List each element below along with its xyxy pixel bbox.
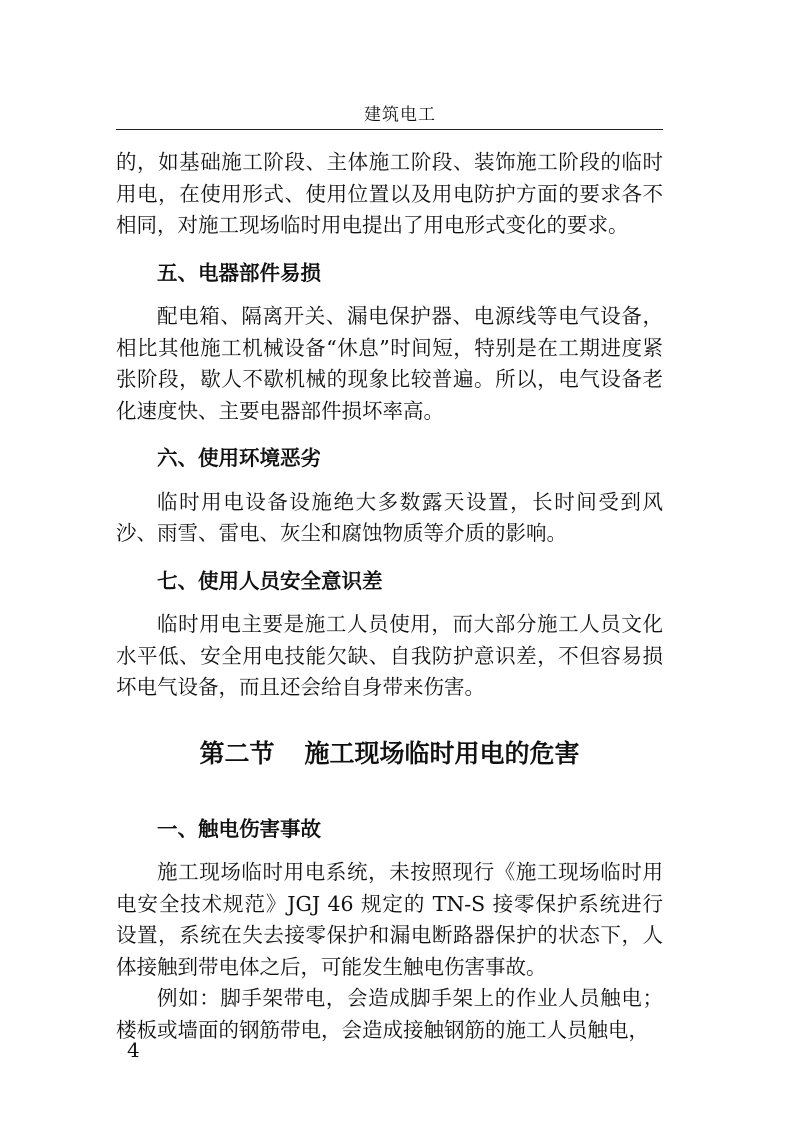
header-rule (116, 129, 663, 130)
paragraph-ch2-2: 例如：脚手架带电，会造成脚手架上的作业人员触电；楼板或墙面的钢筋带电，会造成接触钢筋的施工人员触电， (116, 986, 663, 1042)
section-heading-6: 六、使用环境恶劣 (157, 446, 321, 470)
page-body (116, 147, 663, 1046)
paragraph-section-6: 临时用电设备设施绝大多数露天设置，长时间受到风沙、雨雪、雷电、灰尘和腐蚀物质等介质的影响。 (116, 489, 663, 545)
section-heading-5: 五、电器部件易损 (157, 260, 321, 285)
paragraph-section-5: 配电箱、隔离开关、漏电保护器、电源线等电气设备，相比其他施工机械设备“休息”时间短，特别是在工期进度紧张阶段，歇人不歇机械的现象比较普遍。所以，电气设备老化速度快、主要电器部件损坏率高。 (116, 304, 663, 423)
chapter-heading (116, 734, 663, 774)
paragraph-ch2-1: 施工现场临时用电系统，未按照现行《施工现场临时用电安全技术规范》JGJ 46 规定的 TN-S 接零保护系统进行设置，系统在失去接零保护和漏电断路器保护的状态下，人体接触到带电体之后，可能发生触电伤害事故。 (116, 860, 663, 979)
chapter-title: 施工现场临时用电的危害 (304, 738, 580, 768)
paragraph-section-7: 临时用电主要是施工人员使用，而大部分施工人员文化水平低、安全用电技能欠缺、自我防护意识差，不但容易损坏电气设备，而且还会给自身带来伤害。 (116, 612, 663, 699)
section-heading-ch2-1: 一、触电伤害事故 (157, 816, 321, 841)
paragraph-continuation: 的，如基础施工阶段、主体施工阶段、装饰施工阶段的临时用电，在使用形式、使用位置以及用电防护方面的要求各不相同，对施工现场临时用电提出了用电形式变化的要求。 (116, 150, 663, 237)
page-number: 4 (127, 1038, 140, 1062)
section-heading-7: 七、使用人员安全意识差 (157, 568, 383, 593)
chapter-number: 第二节 (199, 738, 275, 768)
running-header: 建筑电工 (364, 105, 436, 125)
